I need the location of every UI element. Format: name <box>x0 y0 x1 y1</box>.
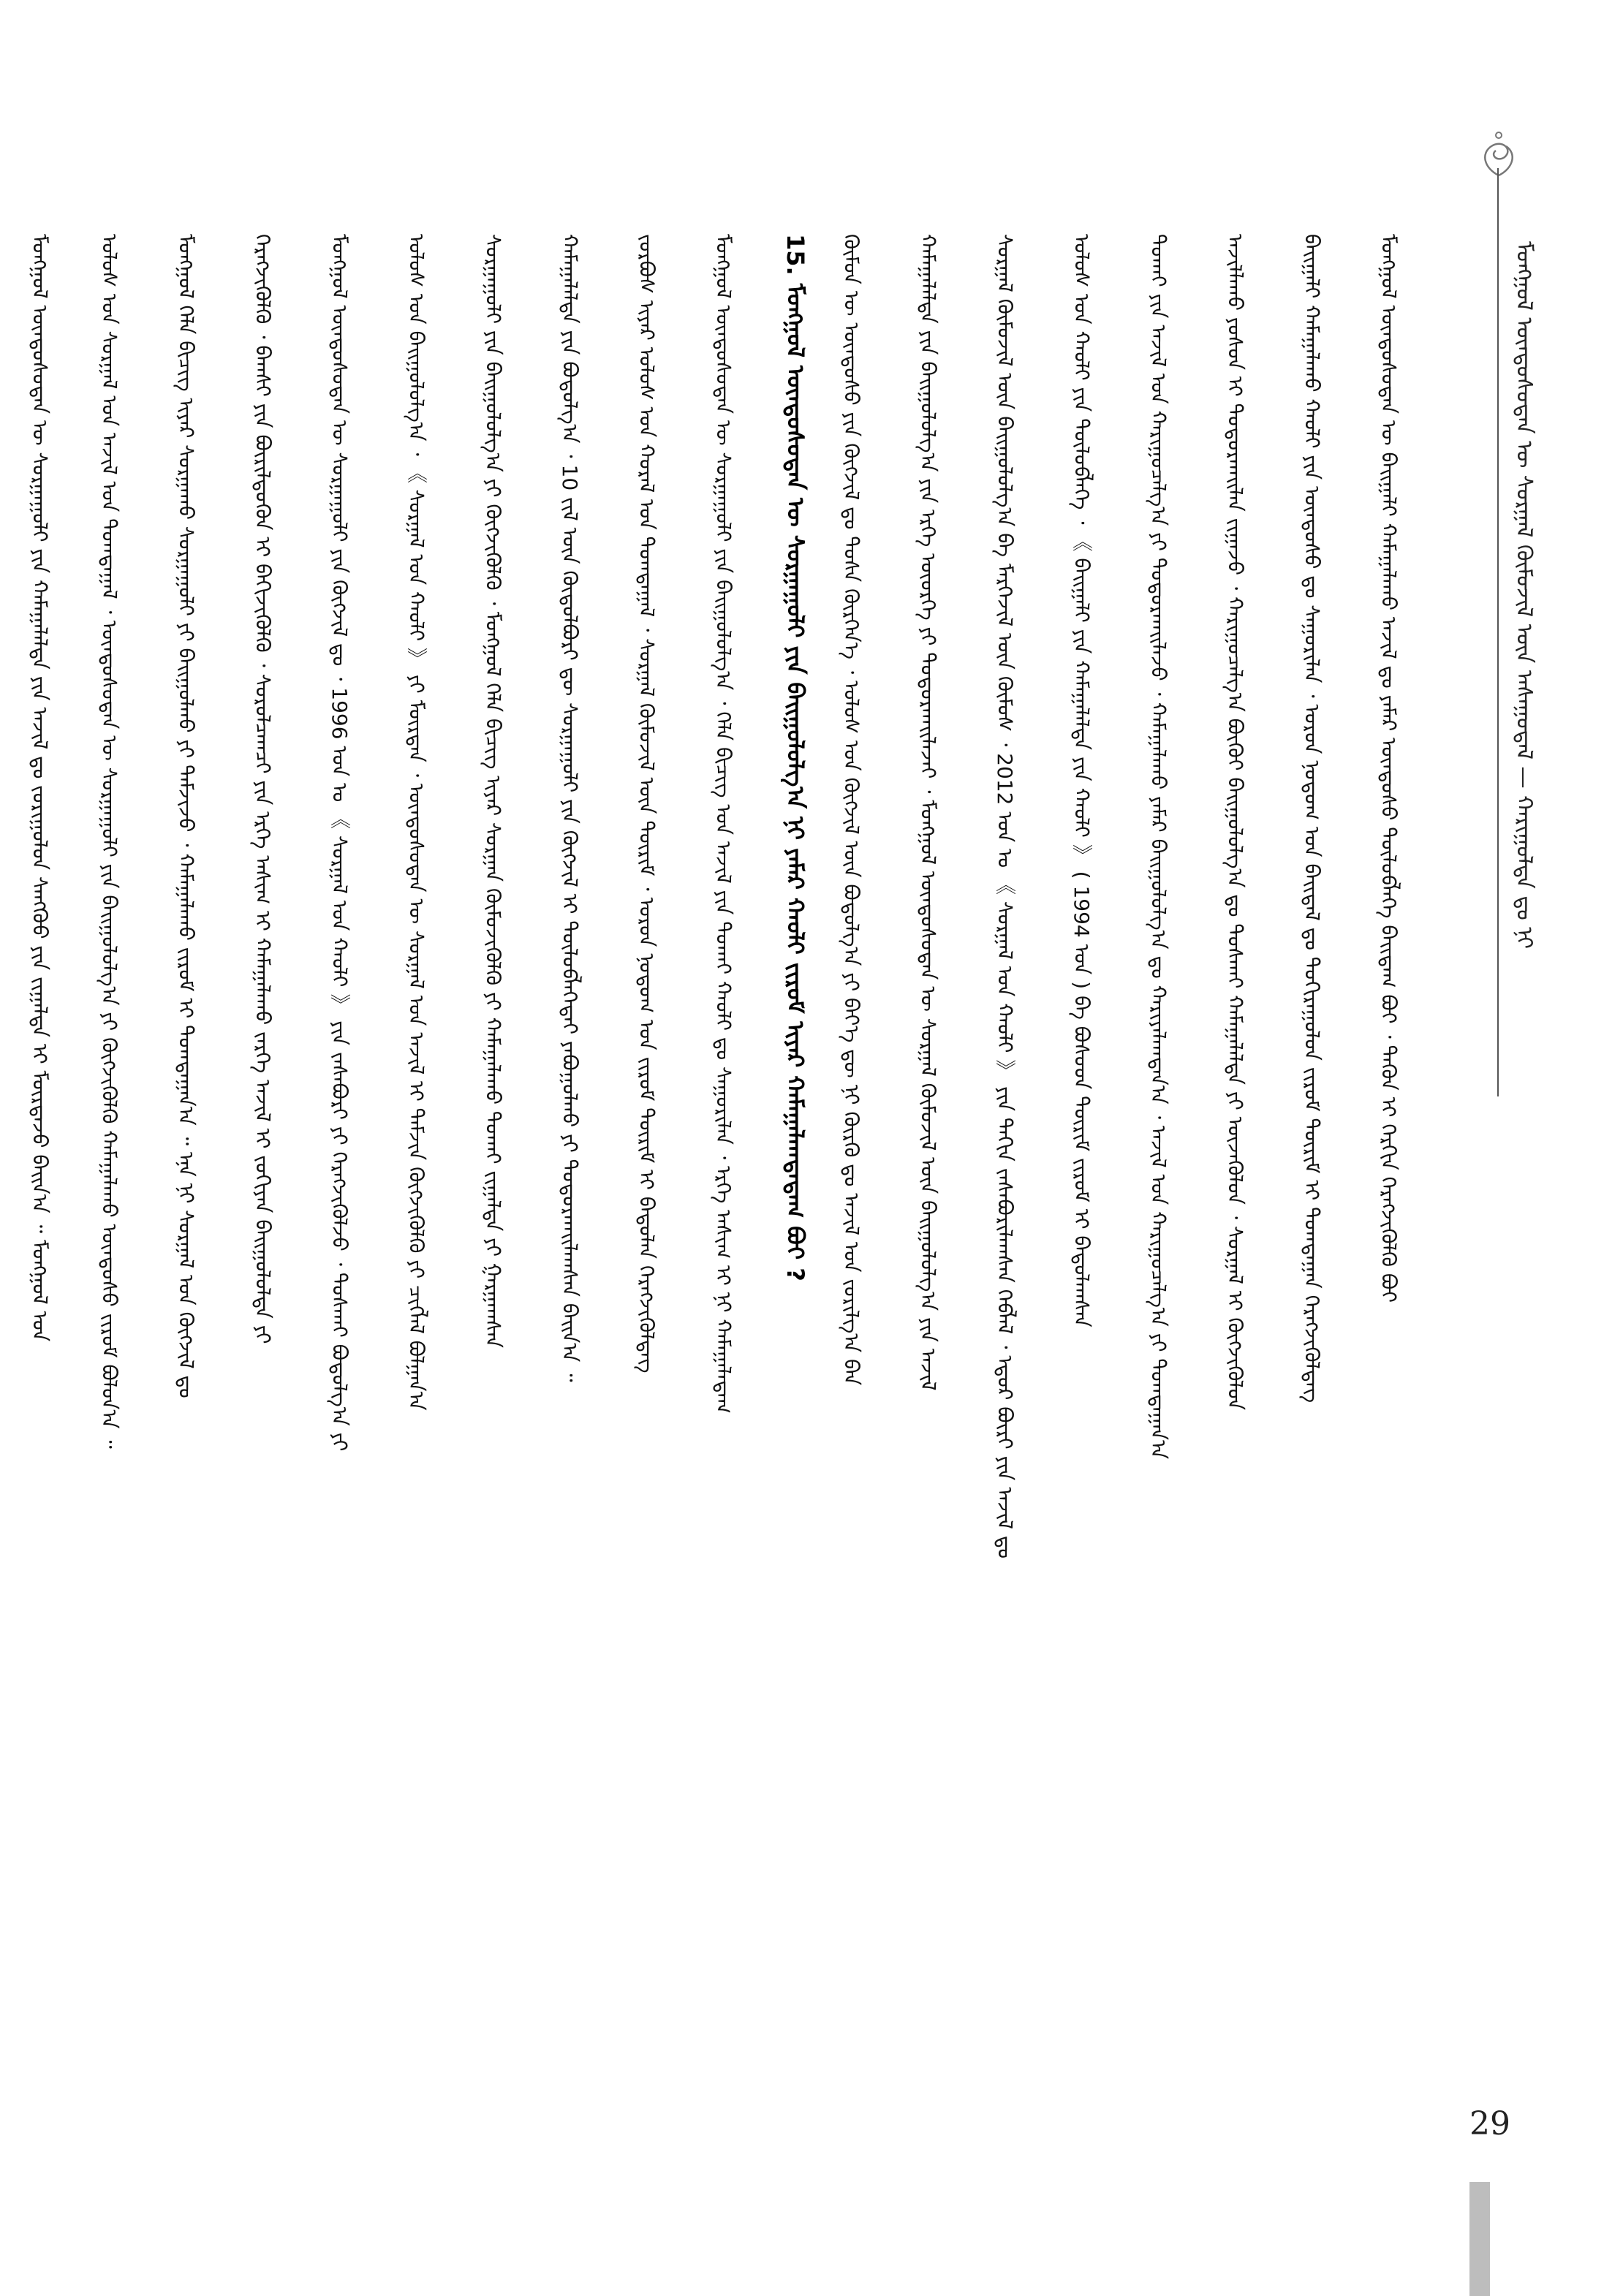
text-column: ᠵᠤᠷᠪᠤᠰ ᠢᠶᠠᠷ ᠤᠯᠤᠰ ᠤᠨ ᠬᠤᠷᠠᠯ ᠤᠨ ᠲᠣᠭᠲᠠᠭᠠᠯ ᠂ ᠰᠤᠷᠭᠠᠯ ᠬᠦᠮᠦᠵᠢᠯ ᠦᠨ ᠳᠦᠷᠢᠮ ᠂ ᠣᠷᠤᠨ ᠨᠤᠲᠤᠭ ᠤᠨ ᠵᠢᠷᠤᠮ ᠳᠦᠷᠢᠮ ᠢ ᠪᠠᠲᠤᠯᠠᠨ ᠬᠡᠷᠡᠭᠵᠢᠭᠦᠯᠳᠡᠭ <box>635 234 659 1374</box>
text-column: ᠰᠤᠷᠭᠠᠭᠤᠯᠢ ᠶᠢᠨ ᠪᠠᠢᠭᠤᠯᠤᠯᠭ᠎ᠠ ᠶᠢ ᠬᠥᠭᠵᠢᠭᠦᠯᠬᠦ ᠂ ᠮᠣᠩᠭᠣᠯ ᠬᠡᠯᠡ ᠪᠢᠴᠢᠭ ᠢᠶᠠᠷ ᠰᠤᠷᠭᠠᠨ ᠬᠦᠮᠦᠵᠢᠭᠦᠯᠬᠦ ᠶᠢ ᠬᠠᠮᠠᠭᠠᠯᠠᠬᠤ ᠲᠤᠬᠠᠢ ᠵᠢᠭᠠᠯᠲᠠ ᠶᠢ ᠭᠠᠷᠭᠠᠭᠰᠠᠨ <box>481 234 505 1348</box>
text-column: ᠤᠯᠤᠰ ᠤᠨ ᠬᠠᠤᠯᠢ ᠶᠢᠨ ᠲᠥᠯᠥᠪᠯᠡᠭᠡ ᠂ 《 ᠪᠠᠢᠭᠠᠯᠢ ᠶᠢᠨ ᠬᠠᠮᠠᠭᠠᠯᠠᠯᠲᠠ ᠶᠢᠨ ᠬᠠᠤᠯᠢ 》 ( 1994 ᠣᠨ ) ᠪᠠ ᠪᠤᠰᠤᠳ ᠳᠦᠷᠢᠮ ᠵᠢᠷᠤᠮ ᠢ ᠪᠠᠲᠤᠯᠠᠭᠰᠠᠨ <box>1070 234 1094 1327</box>
text-column: ᠮᠣᠩᠭᠣᠯ ᠬᠡᠯᠡ ᠪᠢᠴᠢᠭ ᠢᠶᠡᠷ ᠰᠤᠷᠭᠠᠬᠤ ᠰᠤᠷᠭᠠᠭᠤᠯᠢ ᠶᠢ ᠪᠠᠢᠭᠤᠯᠬᠤ ᠶᠢ ᠳᠡᠮᠵᠢᠵᠦ ᠂ ᠬᠠᠮᠠᠭᠠᠯᠠᠬᠤ ᠵᠢᠷᠤᠮ ᠢ ᠲᠣᠭᠲᠠᠭᠠᠨ᠎ᠠ ᠃ ᠡᠨᠡ ᠨᠢ ᠰᠤᠷᠭᠠᠯ ᠤᠨ ᠬᠥᠭᠵᠢᠯ ᠳᠤ <box>174 234 198 1398</box>
text-column: ᠠᠵᠢᠯᠯᠠᠬᠤ ᠶᠤᠰᠤᠨ ᠢ ᠲᠣᠳᠤᠷᠬᠠᠢᠯᠠᠨ ᠵᠢᠭᠠᠵᠤ ᠂ ᠬᠠᠷᠢᠭᠤᠴᠠᠯᠭ᠎ᠠ ᠪᠦᠬᠦᠢ ᠪᠠᠢᠭᠤᠯᠤᠯᠭ᠎ᠠ ᠳᠤ ᠲᠤᠰᠬᠠᠢ ᠬᠠᠮᠠᠭᠠᠯᠠᠯᠲᠠ ᠶᠢ ᠦᠵᠡᠭᠦᠯᠦᠨ ᠂ ᠰᠤᠷᠭᠠᠯ ᠢ ᠬᠥᠭᠵᠢᠭᠦᠯᠦᠨ <box>1223 234 1247 1411</box>
question-heading: 15. ᠮᠣᠩᠭᠣᠯ ᠦᠨᠳᠦᠰᠦᠲᠡᠨ ᠦ ᠰᠤᠷᠭᠠᠭᠤᠯᠢ ᠶᠢᠨ ᠪᠠᠢᠭᠤᠯᠤᠯᠭ᠎ᠠ ᠨᠢ ᠶᠠᠮᠠᠷ ᠬᠠᠤᠯᠢ ᠵᠢᠷᠤᠮ ᠢᠶᠠᠷ ᠬᠠᠮᠠᠭᠠᠯᠠᠭᠳᠠᠳᠠᠭ ᠪᠤᠢ ? <box>782 234 809 1281</box>
header-rule <box>1497 168 1499 1096</box>
text-column: ᠮᠣᠩᠭᠣᠯ ᠦᠨᠳᠦᠰᠦᠲᠡᠨ ᠦ ᠰᠤᠷᠭᠠᠭᠤᠯᠢ ᠶᠢᠨ ᠪᠠᠢᠭᠤᠯᠤᠯᠭ᠎ᠠ ᠂ ᠬᠡᠯᠡ ᠪᠢᠴᠢᠭ ᠤᠨ ᠠᠵᠢᠯ ᠶᠢᠨ ᠲᠤᠬᠠᠢ ᠬᠠᠤᠯᠢ ᠳᠤ ᠰᠠᠭᠤᠷᠢᠯᠠᠨ ᠂ ᠡᠷᠬᠡ ᠠᠰᠢᠭ ᠢ ᠨᠢ ᠬᠠᠮᠠᠭᠠᠯᠠᠳᠠᠭ <box>711 234 735 1414</box>
text-column: ᠮᠣᠩᠭᠣᠯ ᠦᠨᠳᠦᠰᠦᠲᠡᠨ ᠦ ᠪᠠᠢᠭᠠᠯᠢ ᠬᠠᠮᠠᠭᠠᠯᠠᠬᠤ ᠠᠵᠢᠯ ᠳᠤ ᠶᠠᠮᠠᠷ ᠦᠨᠳᠦᠰᠦ ᠲᠥᠯᠥᠪᠯᠡᠭᠡ ᠪᠠᠢᠳᠠᠭ ᠪᠤᠢ ᠂ ᠲᠡᠭᠦᠨ ᠢ ᠬᠡᠷᠬᠢᠨ ᠬᠡᠷᠡᠭᠵᠢᠭᠦᠯᠬᠦ ᠪᠤᠢ <box>1377 234 1401 1303</box>
text-column: ᠬᠠᠮᠠᠭᠠᠯᠠᠯᠲᠠ ᠶᠢᠨ ᠪᠠᠢᠭᠤᠯᠤᠯᠭ᠎ᠠ ᠶᠢᠨ ᠡᠷᠬᠡ ᠦᠦᠷᠭᠡ ᠶᠢ ᠲᠣᠳᠤᠷᠬᠠᠢᠯᠠᠵᠠᠢ ᠂ ᠮᠣᠩᠭᠣᠯ ᠦᠨᠳᠦᠰᠦᠲᠡᠨ ᠦ ᠰᠤᠷᠭᠠᠯ ᠬᠦᠮᠦᠵᠢᠯ ᠦᠨ ᠪᠠᠢᠭᠤᠯᠤᠯᠭ᠎ᠠ ᠶᠢᠨ ᠠᠵᠢᠯ <box>916 234 940 1391</box>
text-column: ᠤᠯᠤᠰ ᠤᠨ ᠰᠤᠷᠭᠠᠯ ᠤᠨ ᠠᠵᠢᠯ ᠤᠨ ᠲᠣᠭᠲᠠᠭᠠᠯ ᠂ ᠦᠨᠳᠦᠰᠦᠲᠡᠨ ᠦ ᠰᠤᠷᠭᠠᠭᠤᠯᠢ ᠶᠢᠨ ᠪᠠᠢᠭᠤᠯᠤᠯᠭ᠎ᠠ ᠶᠢ ᠬᠥᠭᠵᠢᠭᠦᠯᠬᠦ ᠬᠠᠮᠠᠭᠠᠯᠠᠬᠤ ᠦᠨᠳᠦᠰᠦ ᠵᠢᠷᠤᠮ ᠪᠣᠯᠤᠨ᠎ᠠ ᠃ <box>97 234 121 1449</box>
text-column: ᠬᠦᠮᠦᠨ ᠦ ᠦᠨᠳᠦᠰᠦ ᠶᠢᠨ ᠬᠥᠭᠵᠢᠯ ᠳᠤ ᠲᠤᠰᠠ ᠬᠦᠷᠭᠡᠨ᠎ᠡ ᠂ ᠤᠯᠤᠰ ᠤᠨ ᠬᠥᠭᠵᠢᠯ ᠦᠨ ᠪᠣᠳᠤᠯᠭ᠎ᠠ ᠶᠢ ᠪᠡᠶ᠎ᠡ ᠳᠦ ᠨᠢ ᠬᠦᠷᠬᠦ ᠳᠤ ᠠᠵᠢᠯ ᠤᠨ ᠵᠣᠷᠢᠯᠭ᠎ᠠ ᠪᠠᠨ <box>839 234 863 1386</box>
text-column: ᠬᠠᠮᠠᠭᠠᠯᠠᠯᠲᠠ ᠶᠢᠨ ᠪᠣᠳᠤᠯᠭ᠎ᠠ ᠂ 10 ᠵᠢᠯ ᠦᠨ ᠬᠥᠲᠥᠯᠪᠦᠷᠢ ᠳᠦ ᠰᠤᠷᠭᠠᠭᠤᠯᠢ ᠶᠢᠨ ᠬᠥᠭᠵᠢᠯ ᠢ ᠲᠥᠯᠥᠪᠯᠡᠭᠡᠲᠡᠢ ᠶᠠᠪᠤᠭᠤᠯᠬᠤ ᠶᠢ ᠲᠣᠳᠤᠷᠬᠠᠢᠯᠠᠭᠰᠠᠨ ᠪᠠᠢᠨ᠎ᠠ ᠃ <box>558 234 582 1382</box>
text-column: ᠲᠤᠬᠠᠢ ᠶᠢᠨ ᠠᠵᠢᠯ ᠤᠨ ᠬᠠᠷᠢᠭᠤᠴᠠᠯᠭ᠎ᠠ ᠶᠢ ᠲᠣᠳᠤᠷᠬᠠᠢᠯᠠᠵᠤ ᠂ ᠬᠠᠮᠠᠭᠠᠯᠠᠬᠤ ᠶᠠᠮᠠᠷ ᠪᠠᠢᠭᠤᠯᠤᠯᠭ᠎ᠠ ᠳᠤ ᠬᠠᠷᠢᠶᠠᠯᠠᠭᠳᠠᠨ᠎ᠠ ᠂ ᠠᠵᠢᠯ ᠤᠨ ᠬᠠᠷᠢᠭᠤᠴᠠᠯᠭ᠎ᠠ ᠶᠢ ᠲᠣᠭᠲᠠᠭᠠᠨ᠎ᠠ <box>1146 234 1170 1460</box>
text-column: ᠰᠤᠷᠭᠠᠯ ᠬᠦᠮᠦᠵᠢᠯ ᠦᠨ ᠪᠠᠢᠭᠤᠯᠤᠯᠭ᠎ᠠ ᠪᠠ ᠮᠡᠷᠭᠡᠵᠢᠯ ᠦᠨ ᠬᠦᠮᠦᠰ ᠂ 2012 ᠣᠨ ᠤ 《 ᠰᠤᠷᠭᠠᠯ ᠤᠨ ᠬᠠᠤᠯᠢ 》 ᠶᠢᠨ ᠳᠠᠬᠢᠨ ᠵᠠᠰᠠᠪᠤᠷᠢᠯᠠᠭᠰᠠᠨ ᠬᠡᠪᠯᠡᠯ ᠂ ᠡᠳᠦᠷ ᠪᠦᠷᠢ ᠶᠢᠨ ᠠᠵᠢᠯ ᠳᠤ <box>993 234 1017 1559</box>
page-edge-bar <box>1469 2182 1490 2296</box>
page-number: 29 <box>1469 2105 1510 2142</box>
text-column: ᠪᠠᠢᠭᠠᠯᠢ ᠬᠠᠮᠠᠭᠠᠯᠠᠬᠤ ᠬᠠᠤᠯᠢ ᠶᠢᠨ ᠦᠨᠳᠦᠰᠦ ᠳᠤ ᠰᠠᠭᠤᠷᠢᠯᠠᠨ ᠂ ᠣᠷᠤᠨ ᠨᠤᠲᠤᠭ ᠤᠨ ᠪᠠᠢᠳᠠᠯ ᠳᠤ ᠲᠣᠬᠢᠷᠠᠭᠤᠯᠤᠨ ᠵᠢᠷᠤᠮ ᠳᠦᠷᠢᠮ ᠢ ᠲᠣᠭᠲᠠᠭᠠᠨ ᠬᠡᠷᠡᠭᠵᠢᠭᠦᠯᠳᠡᠭ <box>1300 234 1324 1403</box>
ornament-icon <box>1469 124 1528 183</box>
text-column: ᠮᠣᠩᠭᠣᠯ ᠦᠨᠳᠦᠰᠦᠲᠡᠨ ᠦ ᠰᠤᠷᠭᠠᠭᠤᠯᠢ ᠶᠢᠨ ᠬᠥᠭᠵᠢᠯ ᠳᠤ ᠂ 1996 ᠣᠨ ᠤ 《 ᠰᠤᠷᠭᠠᠯ ᠤᠨ ᠬᠠᠤᠯᠢ 》 ᠶᠢᠨ ᠵᠠᠰᠠᠪᠤᠷᠢ ᠶᠢ ᠬᠡᠷᠡᠭᠵᠢᠭᠦᠯᠵᠦ ᠂ ᠲᠤᠰᠬᠠᠢ ᠪᠣᠳᠤᠯᠭ᠎ᠠ ᠶᠢ <box>328 234 352 1452</box>
text-column: ᠤᠯᠤᠰ ᠤᠨ ᠪᠠᠢᠭᠤᠯᠤᠯᠭ᠎ᠠ ᠂ 《 ᠰᠤᠷᠭᠠᠯ ᠤᠨ ᠬᠠᠤᠯᠢ 》 ᠶᠢ ᠮᠥᠷᠳᠡᠨ ᠂ ᠦᠨᠳᠦᠰᠦᠲᠡᠨ ᠦ ᠰᠤᠷᠭᠠᠯ ᠤᠨ ᠠᠵᠢᠯ ᠢ ᠳᠡᠮᠵᠢᠨ ᠬᠥᠭᠵᠢᠭᠦᠯᠬᠦ ᠶᠢ ᠴᠢᠭᠯᠡᠯ ᠪᠣᠯᠭᠠᠨ᠎ᠠ <box>404 234 428 1411</box>
text-column: ᠮᠣᠩᠭᠣᠯ ᠦᠨᠳᠦᠰᠦᠲᠡᠨ ᠦ ᠰᠤᠷᠭᠠᠭᠤᠯᠢ ᠶᠢᠨ ᠬᠠᠮᠠᠭᠠᠯᠠᠯᠲᠠ ᠶᠢᠨ ᠠᠵᠢᠯ ᠳᠤ ᠵᠣᠷᠢᠭᠤᠯᠤᠨ ᠰᠠᠨᠭᠬᠦᠦ ᠶᠢᠨ ᠵᠢᠭᠠᠯᠲᠠ ᠢ ᠮᠥᠷᠳᠡᠵᠦ ᠪᠠᠢᠨ᠎ᠠ ᠃ ᠮᠣᠩᠭᠣᠯ ᠤᠨ <box>28 234 52 1342</box>
text-column: ᠬᠡᠷᠡᠭᠵᠢᠭᠦᠯᠬᠦ ᠂ ᠪᠠᠭᠰᠢ ᠶᠢᠨ ᠪᠦᠷᠢᠯᠳᠦᠬᠦᠨ ᠢ ᠪᠡᠬᠢᠵᠢᠭᠦᠯᠬᠦ ᠂ ᠰᠤᠷᠤᠯᠴᠠᠭᠴᠢ ᠶᠢᠨ ᠡᠷᠬᠡ ᠠᠰᠢᠭ ᠢ ᠬᠠᠮᠠᠭᠠᠯᠠᠬᠤ ᠵᠡᠷᠭᠡ ᠠᠵᠢᠯ ᠢ ᠵᠣᠬᠢᠶᠠᠨ ᠪᠠᠢᠭᠤᠯᠤᠯᠲᠠ ᠶᠢ <box>251 234 275 1344</box>
running-header: ᠮᠣᠩᠭᠣᠯ ᠦᠨᠳᠦᠰᠦᠲᠡᠨ ᠦ ᠰᠤᠷᠭᠠᠯ ᠬᠦᠮᠦᠵᠢᠯ ᠦᠨ ᠠᠰᠠᠭᠤᠳᠠᠯ — ᠬᠠᠷᠢᠭᠤᠯᠲᠠ ᠳᠤ ᠨᠢ <box>1511 241 1537 950</box>
